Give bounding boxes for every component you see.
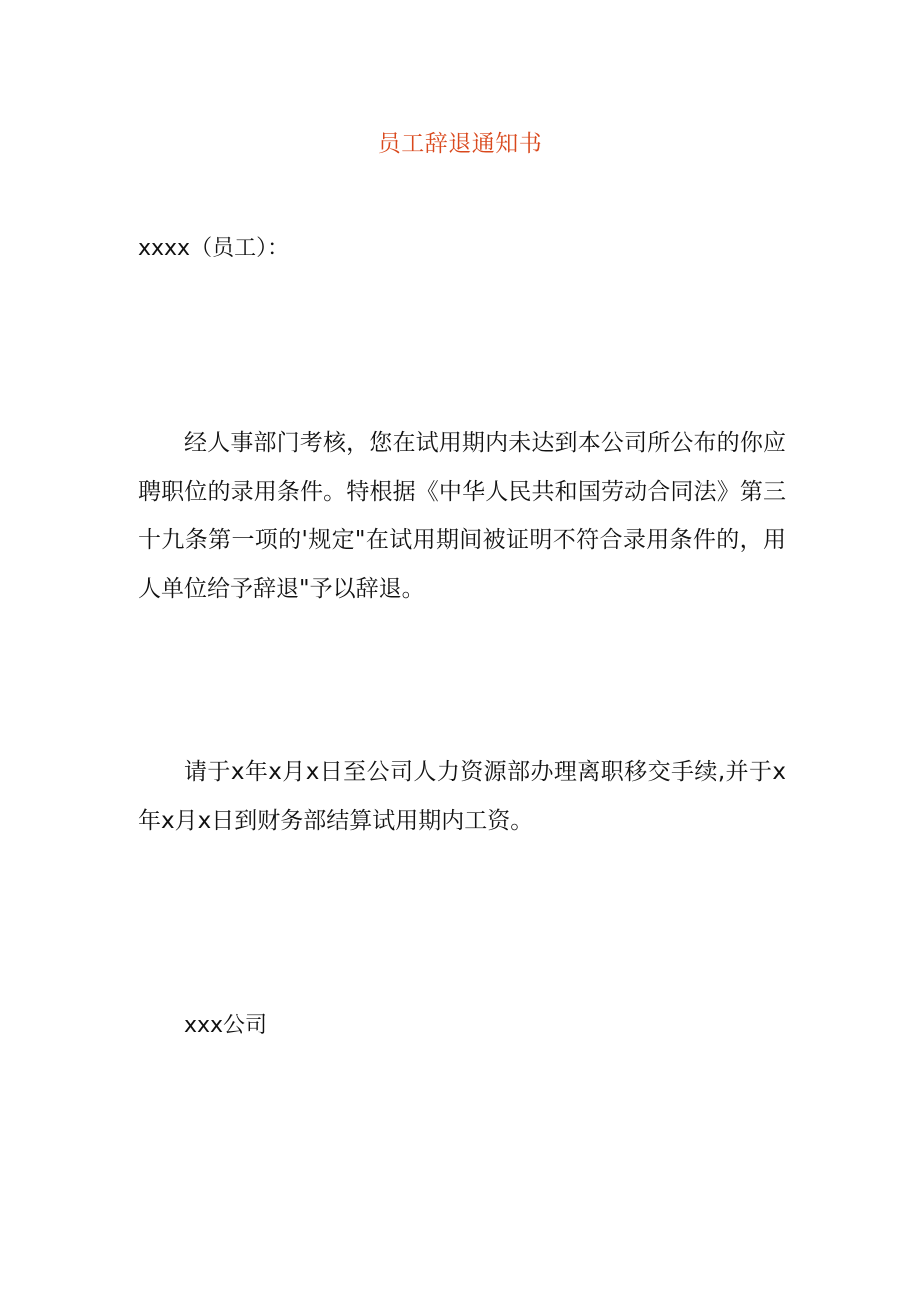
body-paragraph-handover-instructions: 请于x年x月x日至公司人力资源部办理离职移交手续,并于x年x月x日到财务部结算试用期内工资。 (138, 759, 786, 834)
company-signature: xxx公司 (184, 1013, 268, 1038)
body-paragraph-dismissal-reason: 经人事部门考核，您在试用期内未达到本公司所公布的你应聘职位的录用条件。特根据《中华人民共和国劳动合同法》第三十九条第一项的'规定"在试用期间被证明不符合录用条件的，用人单位给予辞退"予以辞退。 (138, 430, 786, 602)
document-title: 员工辞退通知书 (377, 131, 543, 157)
salutation: xxxx（员工）： (138, 236, 290, 261)
